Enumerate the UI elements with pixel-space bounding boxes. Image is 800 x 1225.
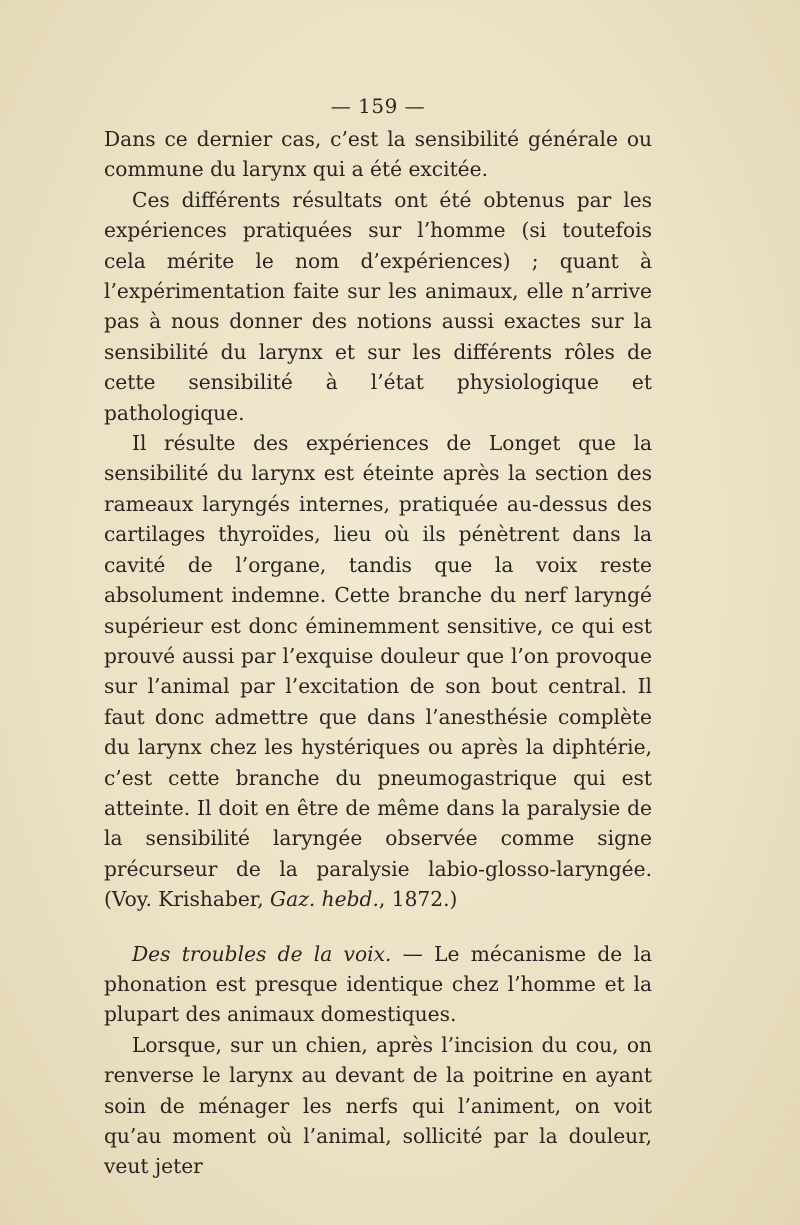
book-page (104, 92, 652, 1182)
citation-year: , 1872.) (378, 887, 458, 912)
page-number: — 159 — (330, 94, 426, 118)
paragraph-1: Dans ce dernier cas, c’est la sensibilité générale ou commune du larynx qui a été excitée. (104, 127, 652, 182)
paragraph-5: Lorsque, sur un chien, après l’incision du cou, on renverse le larynx au devant de la poitrine en ayant soin de ménager les nerfs qui l’animent, on voit qu’au moment où l’animal, sollicité par la douleur, veut jeter (104, 1032, 652, 1179)
paragraph-2: Ces différents résultats ont été obtenus par les expériences pratiquées sur l’homme (si toutefois cela mérite le nom d’expériences) ; quant à l’expérimentation faite sur les animaux, elle n’arrive pas à nous donner des notions aussi exactes sur la sensibilité du larynx et sur les différents rôles de cette sensibilité à l’état physiologique et pathologique. (104, 187, 652, 425)
paragraph-4-text: — Le mécanisme de la phonation est presque identique chez l’homme et la plupart des animaux domestiques. (104, 941, 652, 1027)
section-heading: Des troubles de la voix. (132, 941, 392, 966)
paragraph-3-text: Il résulte des expériences de Longet que la sensibilité du larynx est éteinte après la section des rameaux laryngés internes, pratiquée au-dessus des cartilages thyroïdes, lieu où ils pénètrent dans la cavité de l’organe, tandis que la voix reste absolument indemne. Cette branche du nerf laryngé supérieur est donc éminemment sensitive, ce qui est prouvé aussi par l’exquise douleur que l’on provoque sur l’animal par l’excitation de son bout central. Il faut donc admettre que dans l’anesthésie complète du larynx chez les hystériques ou après la diphtérie, c’est cette branche du pneumogastrique qui est atteinte. Il doit en être de même dans la paralysie de la sensibilité laryngée observée comme signe précurseur de la paralysie labio-glosso-laryngée. (Voy. Krishaber, (104, 431, 652, 912)
citation-journal: Gaz. hebd. (270, 887, 379, 912)
paragraph-3 (104, 428, 652, 915)
paragraph-4 (104, 939, 652, 1030)
